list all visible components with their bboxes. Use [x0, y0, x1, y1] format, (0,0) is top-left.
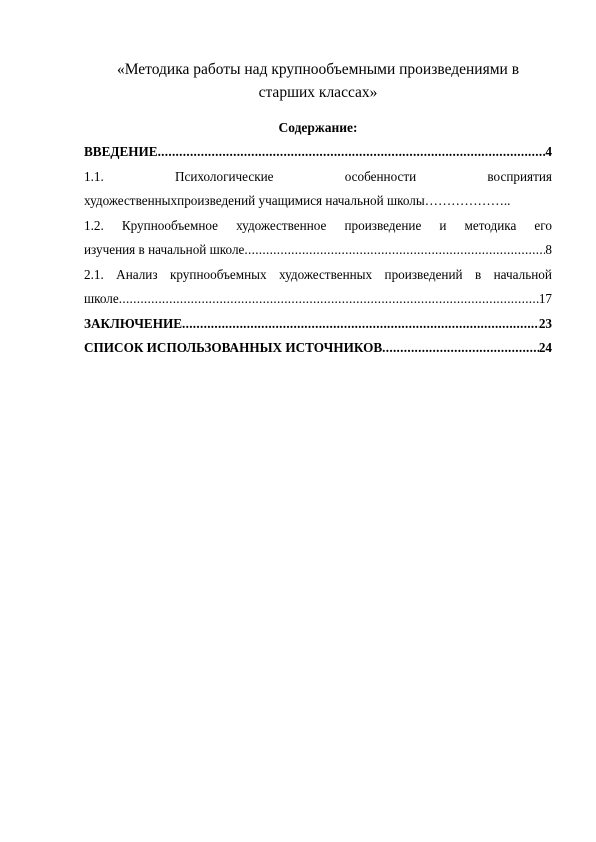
toc-page-number: 17	[538, 291, 552, 306]
toc-word: 1.1.	[84, 168, 104, 184]
toc-entry-label: СПИСОК ИСПОЛЬЗОВАННЫХ ИСТОЧНИКОВ	[84, 340, 383, 355]
toc-word: крупнообъемных	[169, 266, 267, 282]
toc-entry-1-1-line-1[interactable]	[84, 167, 552, 192]
toc-word: методика	[464, 217, 517, 233]
document-title	[84, 58, 552, 104]
document-title-line-2: старших классах»	[258, 84, 378, 101]
toc-entry-2-1-line-2[interactable]	[84, 289, 552, 314]
toc-word: художественное	[236, 217, 327, 233]
toc-word: 1.2.	[84, 217, 104, 233]
dot-leader	[158, 142, 546, 162]
toc-entry-sources[interactable]	[84, 338, 552, 363]
toc-word: произведений	[384, 266, 463, 282]
dot-leader	[182, 314, 539, 334]
toc-word: его	[534, 217, 552, 233]
toc-word: и	[439, 217, 447, 233]
toc-word: в	[475, 266, 482, 282]
toc-entry-1-2-line-1[interactable]	[84, 216, 552, 241]
toc-entry-text: изучения в начальной школе	[84, 242, 245, 257]
toc-word: произведение	[344, 217, 422, 233]
toc-entry-conclusion[interactable]	[84, 314, 552, 339]
document-title-line-1: «Методика работы над крупнообъемными произведениями в	[116, 61, 520, 78]
toc-word: Анализ	[116, 266, 158, 282]
contents-heading: Содержание:	[278, 120, 358, 135]
dot-leader	[119, 289, 539, 309]
toc-word: начальной	[493, 266, 552, 282]
toc-page-number: 23	[538, 315, 552, 331]
toc-word: Крупнообъемное	[121, 217, 219, 233]
toc-page-number: 8	[545, 242, 552, 257]
toc-entry-introduction[interactable]	[84, 142, 552, 167]
toc-entry-1-1-line-2[interactable]	[84, 191, 552, 216]
toc-entry-2-1-line-1[interactable]	[84, 265, 552, 290]
dot-leader	[382, 338, 539, 358]
toc-word: 2.1.	[84, 266, 104, 282]
toc-word: Психологические	[174, 168, 274, 184]
toc-word: восприятия	[487, 168, 552, 184]
toc-entry-text: художественныхпроизведений учащимися начальной школы………………..	[84, 193, 511, 208]
toc-page-number: 4	[545, 144, 552, 159]
toc-entry-label: ЗАКЛЮЧЕНИЕ	[84, 315, 183, 331]
dot-leader	[244, 240, 545, 260]
toc-word: особенности	[344, 168, 417, 184]
toc-entry-label: ВВЕДЕНИЕ	[84, 144, 158, 159]
toc-entry-1-2-line-2[interactable]	[84, 240, 552, 265]
toc-page-number: 24	[538, 340, 552, 355]
toc-entry-text: школе	[84, 291, 119, 306]
toc-word: художественных	[279, 266, 373, 282]
table-of-contents	[84, 142, 552, 363]
